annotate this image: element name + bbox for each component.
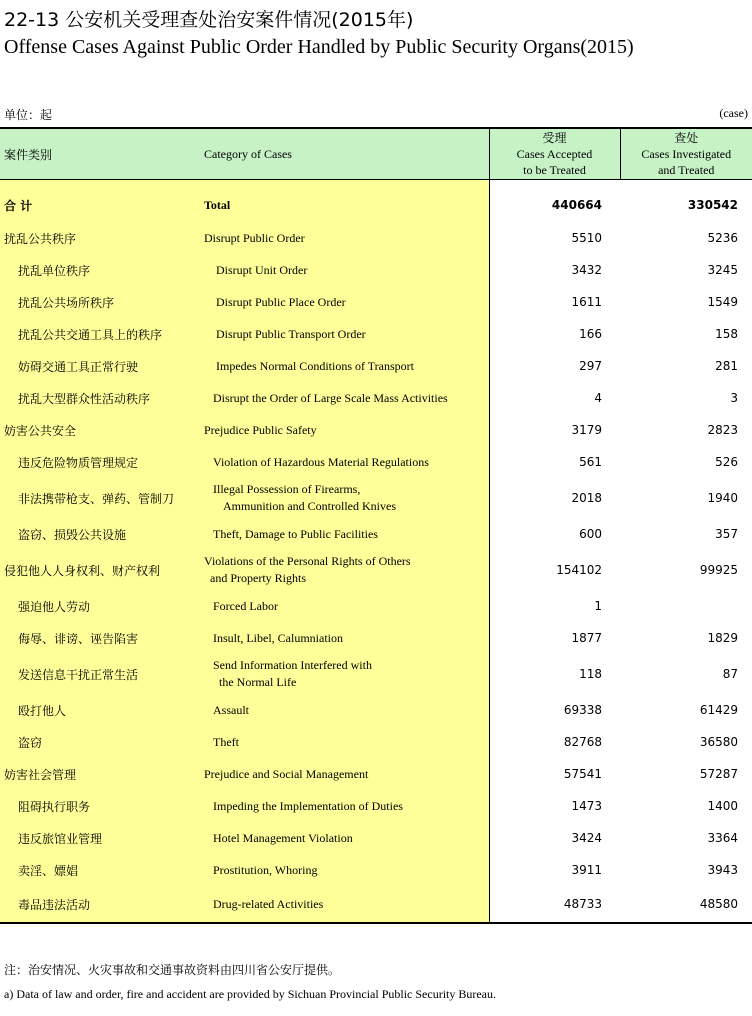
row-category-en: Impeding the Implementation of Duties	[200, 790, 489, 822]
row-category-cn: 违反旅馆业管理	[0, 822, 200, 854]
row-accepted: 48733	[489, 886, 620, 923]
row-category-en: Prejudice and Social Management	[200, 758, 489, 790]
row-category-en: Forced Labor	[200, 590, 489, 622]
row-treated: 158	[715, 327, 738, 341]
table-row	[0, 446, 752, 478]
row-category-en: Theft, Damage to Public Facilities	[200, 518, 489, 550]
table-row	[0, 622, 752, 654]
row-treated: 357	[715, 527, 738, 541]
row-category-cn: 阻碍执行职务	[0, 790, 200, 822]
row-treated: 330542	[687, 198, 738, 212]
title-english: Offense Cases Against Public Order Handled by Public Security Organs(2015)	[4, 36, 634, 58]
unit-label-english: (case)	[719, 106, 748, 120]
row-accepted: 561	[579, 455, 602, 469]
row-treated: 2823	[707, 423, 738, 437]
row-accepted: 3911	[571, 863, 602, 877]
row-treated: 3	[730, 391, 738, 405]
footnote-english: a) Data of law and order, fire and accident are provided by Sichuan Provincial Public Security Bureau.	[4, 987, 497, 1001]
row-category-en-line1: Violations of the Personal Rights of Others	[204, 554, 411, 568]
row-accepted: 5510	[571, 231, 602, 245]
row-category-cn: 毒品违法活动	[0, 886, 200, 923]
row-treated: 526	[715, 455, 738, 469]
row-category-en	[200, 654, 489, 694]
row-category-en-line2: Ammunition and Controlled Knives	[223, 499, 396, 513]
row-treated: 1940	[707, 491, 738, 505]
row-category-en-line2: the Normal Life	[219, 675, 297, 689]
row-accepted: 3179	[571, 423, 602, 437]
row-accepted: 1611	[571, 295, 602, 309]
row-accepted: 1473	[571, 799, 602, 813]
table-row	[0, 518, 752, 550]
row-accepted: 69338	[563, 703, 602, 717]
row-category-en	[200, 478, 489, 518]
row-category-en: Hotel Management Violation	[200, 822, 489, 854]
table-row	[0, 790, 752, 822]
row-accepted: 600	[579, 527, 602, 541]
row-treated: 48580	[620, 886, 752, 923]
row-accepted: 3424	[571, 831, 602, 845]
row-accepted: 1877	[571, 631, 602, 645]
header-accepted-cn: 受理	[542, 131, 567, 145]
table-row	[0, 726, 752, 758]
table-row	[0, 286, 752, 318]
unit-label-chinese: 单位：起	[4, 108, 53, 122]
row-accepted: 2018	[571, 491, 602, 505]
row-category-en: Assault	[200, 694, 489, 726]
row-category-en: Disrupt Unit Order	[200, 254, 489, 286]
header-treated-cn: 查处	[674, 131, 699, 145]
row-treated: 281	[715, 359, 738, 373]
table-header-row	[0, 128, 752, 180]
row-category-en: Total	[200, 180, 489, 223]
row-category-cn: 合 计	[0, 180, 200, 223]
row-category-en: Prejudice Public Safety	[200, 414, 489, 446]
row-accepted: 118	[579, 667, 602, 681]
header-accepted-en2: to be Treated	[523, 163, 586, 177]
row-category-cn: 侮辱、诽谤、诬告陷害	[0, 622, 200, 654]
table-row	[0, 886, 752, 923]
table-row	[0, 694, 752, 726]
row-category-cn: 非法携带枪支、弹药、管制刀	[0, 478, 200, 518]
row-treated: 57287	[699, 767, 738, 781]
table-row	[0, 350, 752, 382]
row-accepted: 166	[579, 327, 602, 341]
row-category-cn: 扰乱大型群众性活动秩序	[0, 382, 200, 414]
row-accepted: 1	[594, 599, 602, 613]
table-row	[0, 254, 752, 286]
row-treated: 36580	[699, 735, 738, 749]
row-treated: 3943	[707, 863, 738, 877]
row-category-en-line1: Illegal Possession of Firearms,	[213, 482, 361, 496]
row-category-en: Insult, Libel, Calumniation	[200, 622, 489, 654]
row-category-en: Disrupt Public Transport Order	[200, 318, 489, 350]
header-accepted	[489, 128, 620, 180]
row-category-cn: 盗窃	[0, 726, 200, 758]
row-accepted: 154102	[556, 563, 602, 577]
offense-cases-table	[0, 127, 752, 924]
row-accepted: 297	[579, 359, 602, 373]
row-accepted: 3432	[571, 263, 602, 277]
row-category-en: Prostitution, Whoring	[200, 854, 489, 886]
row-accepted: 4	[594, 391, 602, 405]
row-treated: 1400	[707, 799, 738, 813]
row-category-cn: 妨碍交通工具正常行驶	[0, 350, 200, 382]
footnote-chinese: 注：治安情况、火灾事故和交通事故资料由四川省公安厅提供。	[4, 963, 341, 977]
table-row	[0, 758, 752, 790]
row-accepted: 82768	[563, 735, 602, 749]
data-table-container	[0, 127, 752, 924]
row-treated: 3364	[707, 831, 738, 845]
table-row	[0, 414, 752, 446]
row-category-en: Impedes Normal Conditions of Transport	[200, 350, 489, 382]
row-category-cn: 卖淫、嫖娼	[0, 854, 200, 886]
row-category-cn: 妨害社会管理	[0, 758, 200, 790]
row-category-cn: 扰乱公共场所秩序	[0, 286, 200, 318]
row-treated: 61429	[699, 703, 738, 717]
row-category-cn: 盗窃、损毁公共设施	[0, 518, 200, 550]
row-category-cn: 扰乱公共交通工具上的秩序	[0, 318, 200, 350]
table-row	[0, 478, 752, 518]
row-treated: 99925	[699, 563, 738, 577]
row-category-en	[200, 550, 489, 590]
table-row	[0, 180, 752, 223]
row-category-en: Disrupt Public Place Order	[200, 286, 489, 318]
row-treated: 1549	[707, 295, 738, 309]
row-category-en: Disrupt the Order of Large Scale Mass Activities	[200, 382, 489, 414]
table-row	[0, 382, 752, 414]
row-accepted: 57541	[563, 767, 602, 781]
row-category-en-line2: and Property Rights	[210, 571, 306, 585]
table-row	[0, 590, 752, 622]
table-row	[0, 550, 752, 590]
row-category-en: Theft	[200, 726, 489, 758]
header-treated-en1: Cases Investigated	[641, 147, 732, 161]
row-category-cn: 发送信息干扰正常生活	[0, 654, 200, 694]
row-category-cn: 扰乱公共秩序	[0, 222, 200, 254]
row-treated: 5236	[707, 231, 738, 245]
row-category-cn: 妨害公共安全	[0, 414, 200, 446]
header-accepted-en1: Cases Accepted	[516, 147, 593, 161]
table-row	[0, 318, 752, 350]
row-category-en-line1: Send Information Interfered with	[213, 658, 372, 672]
row-category-cn: 扰乱单位秩序	[0, 254, 200, 286]
table-row	[0, 654, 752, 694]
table-row	[0, 822, 752, 854]
row-category-cn: 强迫他人劳动	[0, 590, 200, 622]
row-category-cn: 侵犯他人人身权利、财产权利	[0, 550, 200, 590]
row-treated: 1829	[707, 631, 738, 645]
row-category-en: Violation of Hazardous Material Regulations	[200, 446, 489, 478]
row-accepted: 440664	[551, 198, 602, 212]
row-category-cn: 违反危险物质管理规定	[0, 446, 200, 478]
row-treated: 3245	[707, 263, 738, 277]
row-category-en: Disrupt Public Order	[200, 222, 489, 254]
header-treated-en2: and Treated	[658, 163, 715, 177]
row-treated	[620, 590, 752, 622]
header-category-en: Category of Cases	[200, 128, 489, 180]
header-category-cn: 案件类别	[0, 128, 200, 180]
header-treated	[620, 128, 752, 180]
table-row	[0, 854, 752, 886]
title-chinese: 22-13 公安机关受理查处治安案件情况(2015年)	[4, 9, 414, 31]
table-row	[0, 222, 752, 254]
row-category-cn: 殴打他人	[0, 694, 200, 726]
row-category-en: Drug-related Activities	[200, 886, 489, 923]
row-treated: 87	[722, 667, 738, 681]
